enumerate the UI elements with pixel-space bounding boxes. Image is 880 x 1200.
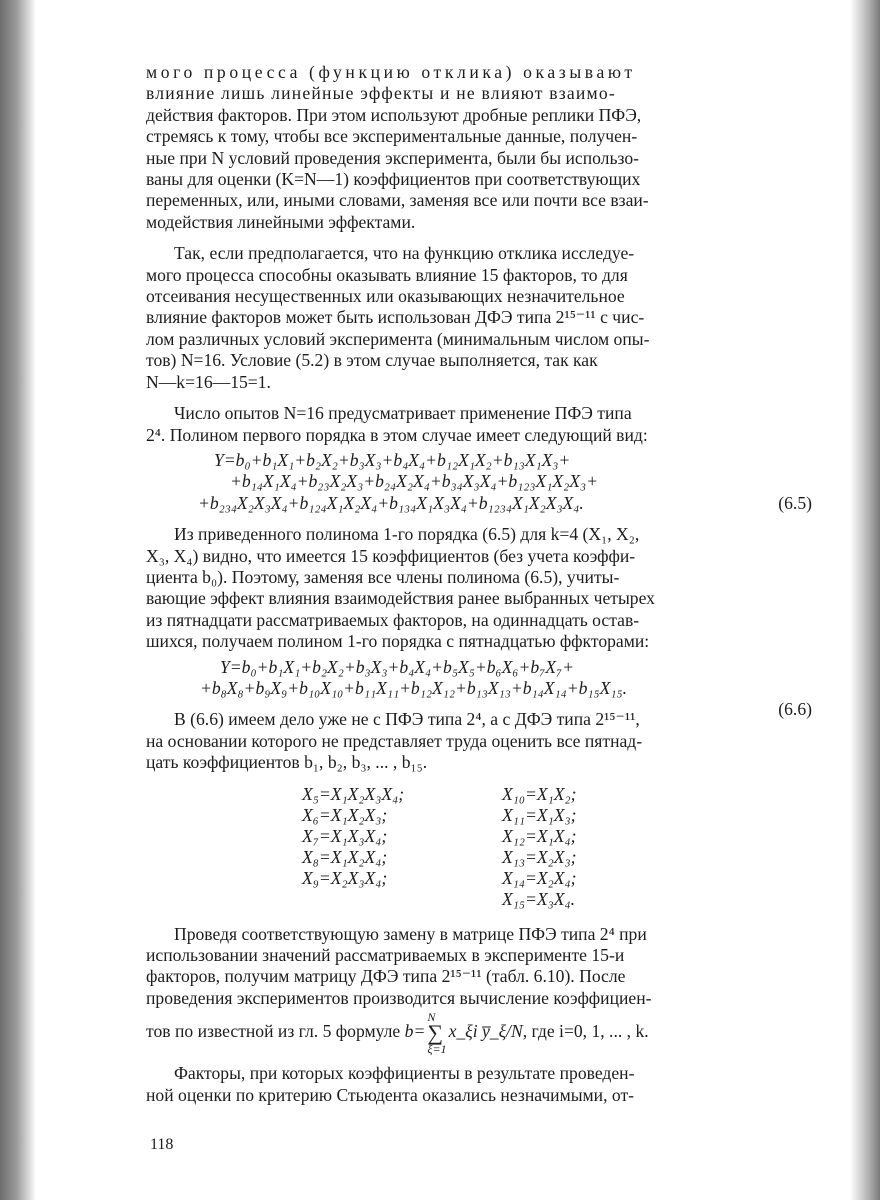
text-line: циента b₀). Поэтому, заменяя все члены полинома (6.5), учиты- bbox=[146, 566, 620, 587]
text-line: шихся, получаем полином 1-го порядка с пятнадцатью ффкторами: bbox=[146, 631, 650, 652]
equation-number: (6.6) bbox=[778, 699, 812, 720]
text-line: факторов, получим матрицу ДФЭ типа 2¹⁵⁻¹¹ (табл. 6.10). После bbox=[146, 966, 626, 987]
text-line: Число опытов N=16 предусматривает применение ПФЭ типа bbox=[174, 403, 632, 424]
paragraph-7 bbox=[146, 1063, 812, 1106]
paragraph-6 bbox=[146, 924, 812, 1056]
text-line: N—k=16—15=1. bbox=[146, 371, 271, 392]
definition-right: X₁₁=X₁X₃; bbox=[502, 804, 577, 825]
text-line: отсеивания несущественных или оказывающих незначительное bbox=[146, 286, 625, 307]
text-fragment: тов по известной из гл. 5 формуле bbox=[146, 1021, 405, 1042]
paragraph-1 bbox=[146, 62, 812, 233]
text-line: проведения экспериментов производится вычисление коэффициен- bbox=[146, 987, 652, 1008]
summation-sign bbox=[427, 1011, 446, 1055]
substitution-definitions bbox=[302, 784, 812, 910]
paragraph-3 bbox=[146, 403, 812, 446]
text-line: тов) N=16. Условие (5.2) в этом случае выполняется, так как bbox=[146, 350, 598, 371]
definition-right: X₁₃=X₂X₃; bbox=[502, 846, 577, 867]
definition-right: X₁₅=X₃X₄. bbox=[502, 888, 575, 909]
definition-left bbox=[302, 889, 502, 910]
text-line: X₃, X₄) видно, что имеется 15 коэффициентов (без учета коэффи- bbox=[146, 545, 636, 566]
formula-text-line bbox=[146, 1011, 812, 1055]
text-line: мого процесса способны оказывать влияние 15 факторов, то для bbox=[146, 264, 628, 285]
text-line: действия факторов. При этом используют дробные реплики ПФЭ, bbox=[146, 104, 642, 125]
definition-left: X₅=X₁X₂X₃X₄; bbox=[302, 783, 405, 804]
text-line: использовании значений рассматриваемых в эксперименте 15-и bbox=[146, 945, 625, 965]
definition-left: X₇=X₁X₃X₄; bbox=[302, 825, 388, 846]
text-line: мого процесса (функцию отклика) оказывают bbox=[146, 62, 636, 82]
text-line: Так, если предполагается, что на функцию отклика исследуе- bbox=[174, 243, 635, 264]
definition-right: X₁₂=X₁X₄; bbox=[502, 825, 577, 846]
text-line: модействия линейными эффектами. bbox=[146, 211, 416, 232]
sum-lower-limit: ξ=1 bbox=[427, 1042, 447, 1057]
formula-line: Y=b₀+b₁X₁+b₂X₂+b₃X₃+b₄X₄+b₁₂X₁X₂+b₁₃X₁X₃+ bbox=[214, 449, 571, 470]
formula-line: +b₂₃₄X₂X₃X₄+b₁₂₄X₁X₂X₄+b₁₃₄X₁X₃X₄+b₁₂₃₄X₁X₂X₃X₄. bbox=[198, 492, 584, 513]
text-line: ной оценки по критерию Стьюдента оказались незначимыми, от- bbox=[146, 1084, 635, 1105]
sum-upper-limit: N bbox=[427, 1010, 436, 1025]
paragraph-2 bbox=[146, 243, 812, 393]
formula-line: +b₈X₈+b₉X₉+b₁₀X₁₀+b₁₁X₁₁+b₁₂X₁₂+b₁₃X₁₃+b₁₄X₁₄+b₁₅X₁₅. bbox=[200, 677, 627, 698]
sigma-symbol: ∑ bbox=[427, 1020, 443, 1046]
text-line: ные при N условий проведения эксперимента, были бы использо- bbox=[146, 147, 639, 168]
text-line: Факторы, при которых коэффициенты в результате проведен- bbox=[174, 1063, 635, 1084]
equation-number: (6.5) bbox=[778, 492, 812, 513]
definition-left: X₈=X₁X₂X₄; bbox=[302, 846, 388, 867]
formula-6-5 bbox=[146, 450, 812, 514]
text-line: 2⁴. Полином первого порядка в этом случае имеет следующий вид: bbox=[146, 424, 648, 445]
text-line: влияние факторов может быть использован ДФЭ типа 2¹⁵⁻¹¹ с чис- bbox=[146, 307, 645, 328]
text-line: Из приведенного полинома 1-го порядка (6.5) для k=4 (X₁, X₂, bbox=[174, 524, 640, 545]
definition-left: X₆=X₁X₂X₃; bbox=[302, 804, 388, 825]
formula-line: Y=b₀+b₁X₁+b₂X₂+b₃X₃+b₄X₄+b₅X₅+b₆X₆+b₇X₇+ bbox=[220, 656, 574, 677]
definition-right: X₁₀=X₁X₂; bbox=[502, 783, 577, 804]
paragraph-5 bbox=[146, 709, 812, 773]
text-line: Проведя соответствующую замену в матрице ПФЭ типа 2⁴ при bbox=[174, 923, 647, 944]
text-line: вающие эффект влияния взаимодействия ранее выбранных четырех bbox=[146, 588, 655, 609]
text-line: переменных, или, иными словами, заменяя все или почти все взаи- bbox=[146, 190, 649, 211]
text-line: В (6.6) имеем дело уже не с ПФЭ типа 2⁴, а с ДФЭ типа 2¹⁵⁻¹¹, bbox=[174, 709, 640, 730]
page-number: 118 bbox=[150, 1136, 174, 1153]
definition-right: X₁₄=X₂X₄; bbox=[502, 867, 577, 888]
scan-shadow-left bbox=[0, 0, 36, 1200]
formula-lhs: b= bbox=[404, 1021, 426, 1042]
text-line: из пятнадцати рассматриваемых факторов, на одиннадцать остав- bbox=[146, 609, 640, 630]
definition-left: X₉=X₂X₃X₄; bbox=[302, 867, 388, 888]
scan-shadow-right bbox=[850, 0, 880, 1200]
formula-rhs: x_ξi y̅_ξ/N, bbox=[448, 1021, 528, 1042]
formula-line: +b₁₄X₁X₄+b₂₃X₂X₃+b₂₄X₂X₄+b₃₄X₃X₄+b₁₂₃X₁X₂X₃+ bbox=[230, 471, 598, 492]
text-fragment: где i=0, 1, ... , k. bbox=[527, 1021, 649, 1042]
paragraph-4 bbox=[146, 524, 812, 652]
text-line: влияние лишь линейные эффекты и не влияют взаимо- bbox=[146, 83, 616, 104]
book-page bbox=[146, 62, 812, 1106]
text-line: стремясь к тому, чтобы все экспериментальные данные, получен- bbox=[146, 126, 638, 147]
text-line: ваны для оценки (K=N—1) коэффициентов при соответствующих bbox=[146, 169, 641, 190]
text-line: на основании которого не представляет труда оценить все пятнад- bbox=[146, 730, 643, 751]
text-line: цать коэффициентов b₁, b₂, b₃, ... , b₁₅. bbox=[146, 752, 428, 773]
text-line: лом различных условий эксперимента (минимальным числом опы- bbox=[146, 328, 650, 349]
